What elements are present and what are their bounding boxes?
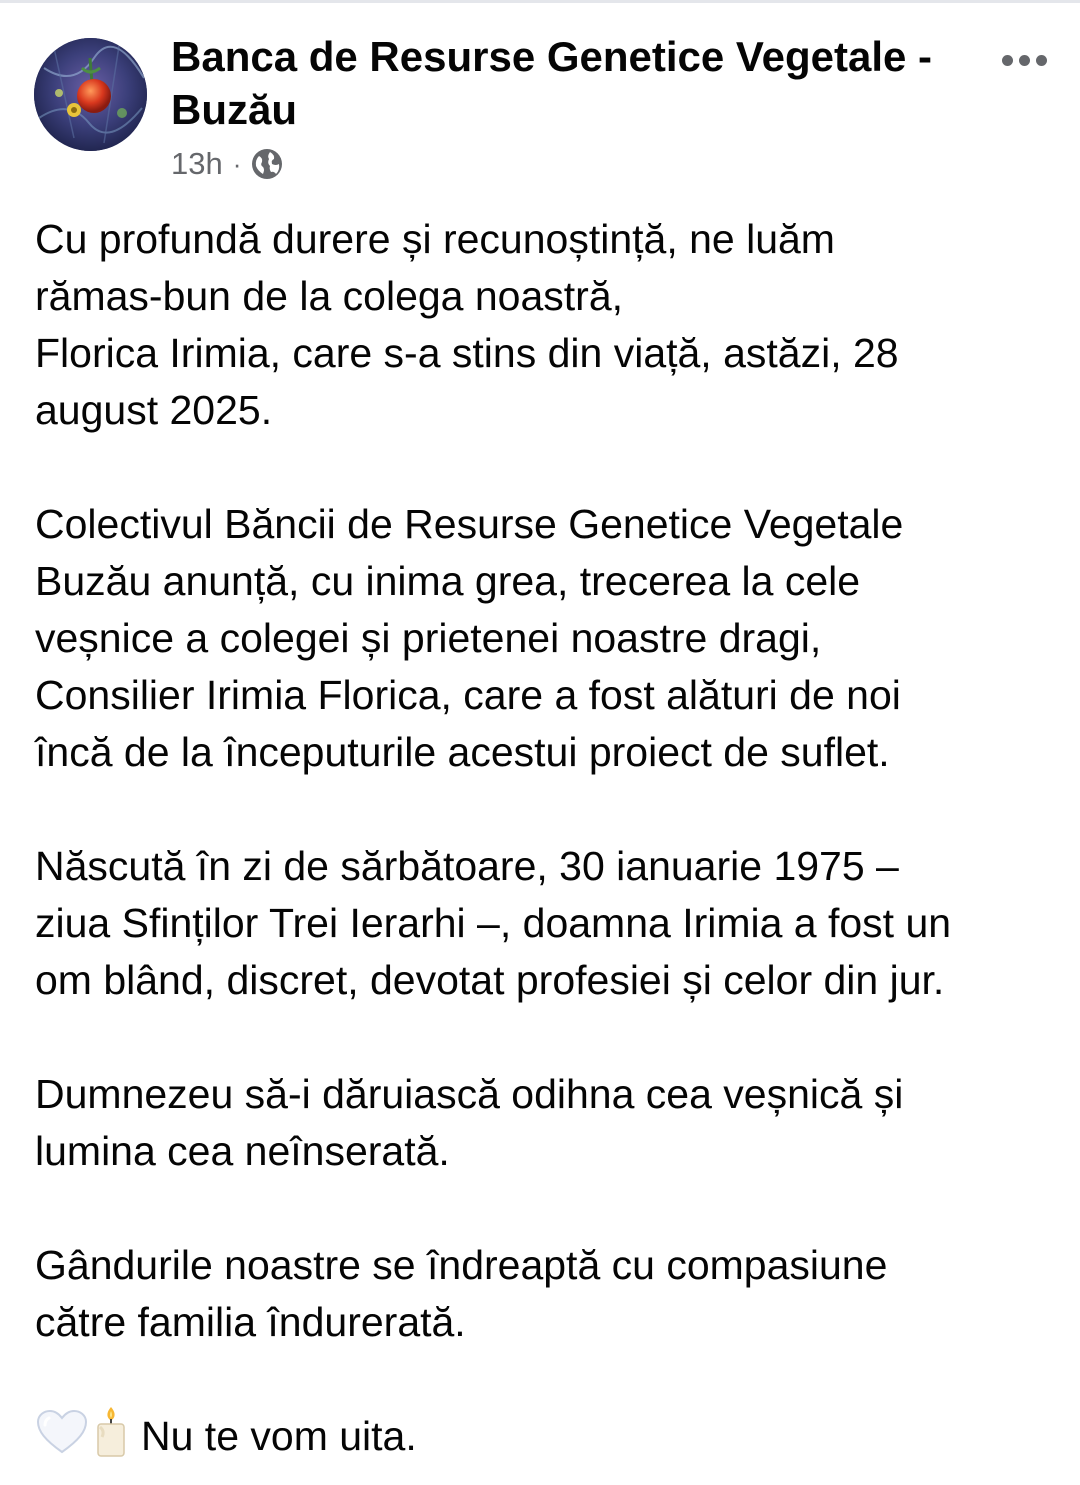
page-avatar[interactable]: [34, 38, 147, 151]
post-meta: [171, 144, 284, 184]
white-heart-icon: [35, 1408, 89, 1466]
text-line: Buzău anunță, cu inima grea, trecerea la cele: [35, 558, 861, 604]
more-dot: [1036, 55, 1047, 66]
text-line: către familia îndurerată.: [35, 1299, 466, 1345]
post-paragraph-5: [35, 1237, 1065, 1351]
closing-line: [35, 1408, 417, 1465]
more-dot: [1019, 55, 1030, 66]
post-paragraph-1: [35, 211, 1065, 439]
candle-icon: [91, 1405, 131, 1469]
post-timestamp[interactable]: 13h: [171, 146, 223, 181]
text-line: lumina cea neînserată.: [35, 1128, 450, 1174]
avatar-image: [34, 38, 147, 151]
post-paragraph-4: [35, 1066, 1065, 1180]
page-name-line-2: Buzău: [171, 86, 297, 133]
text-line: Colectivul Băncii de Resurse Genetice Vegetale: [35, 501, 904, 547]
closing-text: Nu te vom uita.: [141, 1413, 417, 1459]
globe-icon[interactable]: [250, 147, 284, 181]
page-name-line-1: Banca de Resurse Genetice Vegetale -: [171, 33, 933, 80]
post-paragraph-3: [35, 838, 1065, 1009]
text-line: ziua Sfinților Trei Ierarhi –, doamna Irimia a fost un: [35, 900, 952, 946]
more-options-button[interactable]: [992, 40, 1056, 80]
text-line: om blând, discret, devotat profesiei și celor din jur.: [35, 957, 945, 1003]
more-dot: [1002, 55, 1013, 66]
post-header: [0, 0, 1080, 200]
text-line: Născută în zi de sărbătoare, 30 ianuarie 1975 –: [35, 843, 899, 889]
meta-separator: ·: [232, 148, 242, 179]
page-name-link[interactable]: [171, 30, 971, 136]
text-line: rămas-bun de la colega noastră,: [35, 273, 624, 319]
text-line: veșnice a colegei și prietenei noastre dragi,: [35, 615, 822, 661]
text-line: încă de la începuturile acestui proiect de suflet.: [35, 729, 890, 775]
text-line: Dumnezeu să-i dăruiască odihna cea veșnică și: [35, 1071, 904, 1117]
text-line: Gândurile noastre se îndreaptă cu compasiune: [35, 1242, 888, 1288]
text-line: Cu profundă durere și recunoștință, ne luăm: [35, 216, 835, 262]
post-paragraph-2: [35, 496, 1065, 781]
text-line: Florica Irimia, care s-a stins din viață, astăzi, 28: [35, 330, 899, 376]
text-line: august 2025.: [35, 387, 273, 433]
text-line: Consilier Irimia Florica, care a fost alături de noi: [35, 672, 901, 718]
post-body: [35, 211, 1065, 1408]
